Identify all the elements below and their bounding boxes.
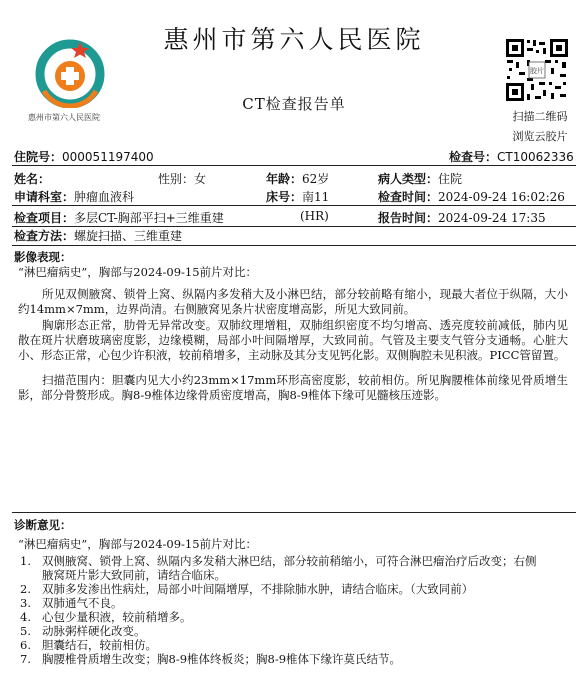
- method-value: 螺旋扫描、三维重建: [74, 229, 183, 243]
- exam-method: [14, 227, 182, 244]
- bed-label: 床号：: [266, 190, 303, 204]
- patient-name: [14, 170, 50, 187]
- age-value: 62岁: [302, 172, 330, 186]
- bed-value: 南11: [302, 190, 330, 204]
- diagnosis-item-number: 4.: [20, 610, 31, 624]
- diagnosis-item-text: 心包少量积液，较前稍增多。: [42, 610, 192, 624]
- findings-intro: “淋巴瘤病史”，胸部与2024-09-15前片对比：: [18, 265, 258, 279]
- diagnosis-intro: “淋巴瘤病史”，胸部与2024-09-15前片对比：: [18, 537, 258, 551]
- diagnosis-item: [20, 624, 560, 638]
- divider: [12, 205, 576, 206]
- diagnosis-item: [20, 652, 560, 666]
- diagnosis-item: [20, 596, 560, 610]
- patient-type: [378, 170, 462, 187]
- diagnosis-heading: 诊断意见：: [14, 518, 72, 532]
- diagnosis-item: [20, 554, 560, 582]
- findings-heading: 影像表现：: [14, 250, 72, 264]
- inpatient-value: 000051197400: [62, 150, 154, 164]
- diagnosis-item-number: 7.: [20, 652, 31, 666]
- findings-paragraph-3: 扫描范围内：胆囊内见大小约23mm×17mm环形高密度影，较前相仿。所见胸腰椎体前缘见骨质增生影，部分骨赘形成。胸8-9椎体边缘骨质密度增高，胸8-9椎体下缘可见髓核压迹影。: [18, 373, 568, 402]
- diagnosis-item: [20, 638, 560, 652]
- exam-number: [449, 148, 574, 165]
- age-label: 年龄：: [266, 172, 303, 186]
- dept-value: 肿瘤血液科: [74, 190, 135, 204]
- exam-time-value: 2024-09-24 16:02:26: [438, 190, 565, 204]
- report-title: CT检查报告单: [242, 95, 346, 113]
- sex-value: 女: [194, 172, 207, 186]
- divider: [12, 512, 576, 513]
- diagnosis-item: [20, 610, 560, 624]
- diagnosis-item-number: 1.: [20, 554, 31, 568]
- divider: [12, 165, 576, 166]
- report-time-value: 2024-09-24 17:35: [438, 211, 546, 225]
- item-label: 检查项目：: [14, 211, 75, 225]
- inpatient-label: 住院号：: [14, 150, 63, 164]
- exam-number-label: 检查号：: [449, 150, 498, 164]
- diagnosis-item-text: 动脉粥样硬化改变。: [42, 624, 146, 638]
- exam-item: [14, 209, 224, 226]
- bed-number: [266, 188, 329, 205]
- diagnosis-item: [20, 582, 560, 596]
- diagnosis-item-text: 双肺多发渗出性病灶，局部小叶间隔增厚，不排除肺水肿，请结合临床。（大致同前）: [42, 582, 474, 596]
- findings-paragraph-2: 胸廓形态正常，肋骨无异常改变。双肺纹理增粗，双肺组织密度不均匀增高、透亮度较前减低，肺内见散在斑片状磨玻璃密度影，边缘模糊，局部小叶间隔增厚，大致同前。气管及主要支气管分支通畅。心脏大小、形态正常，心包少许积液，较前稍增多，主动脉及其分支见钙化影。双侧胸腔未见积液。PICC管留置。: [18, 318, 568, 362]
- findings-paragraph-1: 所见双侧腋窝、锁骨上窝、纵隔内多发稍大及小淋巴结，部分较前略有缩小，现最大者位于纵隔，大小约14mm×7mm，边界尚清。右侧腋窝见条片状密度增高影，所见大致同前。: [18, 287, 568, 316]
- qr-caption: [495, 107, 585, 147]
- divider: [12, 245, 576, 246]
- qr-badge-text: 胶片: [530, 67, 544, 75]
- inpatient-number: [14, 148, 154, 165]
- hospital-name: 惠州市第六人民医院: [163, 27, 425, 54]
- diagnosis-item-text: 双侧腋窝、锁骨上窝、纵隔内多发稍大淋巴结，部分较前稍缩小，可符合淋巴瘤治疗后改变；右侧腋窝斑片影大致同前，请结合临床。: [42, 554, 537, 582]
- method-label: 检查方法：: [14, 229, 75, 243]
- diagnosis-item-number: 6.: [20, 638, 31, 652]
- exam-time: [378, 188, 565, 205]
- dept-label: 申请科室：: [14, 190, 75, 204]
- item-value: 多层CT-胸部平扫+三维重建: [74, 211, 224, 225]
- logo-caption: 惠州市第六人民医院: [28, 113, 100, 122]
- sex-label: 性别：: [158, 172, 195, 186]
- exam-number-value: CT10062336: [497, 150, 574, 164]
- type-value: 住院: [438, 172, 463, 186]
- patient-sex: [158, 170, 206, 187]
- patient-age: [266, 170, 329, 187]
- exam-time-label: 检查时间：: [378, 190, 439, 204]
- diagnosis-item-text: 双肺通气不良。: [42, 596, 123, 610]
- qr-caption-line-2: 浏览云胶片: [512, 130, 568, 143]
- diagnosis-item-number: 5.: [20, 624, 31, 638]
- diagnosis-item-number: 2.: [20, 582, 31, 596]
- diagnosis-item-number: 3.: [20, 596, 31, 610]
- qr-caption-line-1: 扫描二维码: [512, 110, 568, 123]
- report-time-label: 报告时间：: [378, 211, 439, 225]
- request-department: [14, 188, 134, 205]
- diagnosis-item-text: 胆囊结石，较前相仿。: [42, 638, 157, 652]
- exam-item-extra: (HR): [300, 209, 329, 223]
- name-label: 姓名：: [14, 172, 51, 186]
- type-label: 病人类型：: [378, 172, 439, 186]
- qr-code[interactable]: [505, 38, 569, 102]
- hospital-logo: [34, 36, 106, 108]
- diagnosis-item-text: 胸腰椎骨质增生改变；胸8-9椎体终板炎；胸8-9椎体下缘许莫氏结节。: [42, 652, 402, 666]
- report-time: [378, 209, 546, 226]
